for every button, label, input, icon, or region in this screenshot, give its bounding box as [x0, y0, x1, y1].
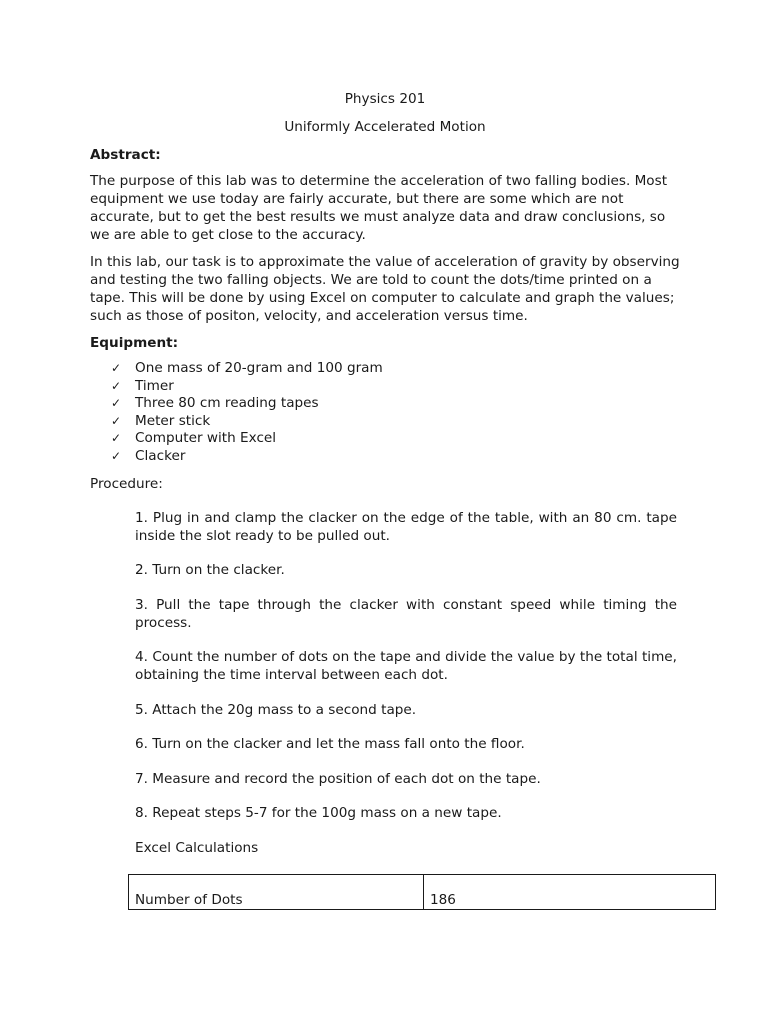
equipment-item-label: Clacker — [135, 447, 186, 464]
excel-calculations-label: Excel Calculations — [135, 839, 259, 856]
procedure-heading: Procedure: — [90, 475, 163, 492]
procedure-steps — [135, 509, 677, 857]
table-cell-value: 186 — [424, 874, 716, 909]
equipment-item-label: One mass of 20-gram and 100 gram — [135, 360, 383, 376]
procedure-step: 7. Measure and record the position of each dot on the tape. — [135, 770, 541, 787]
equipment-item-label: Three 80 cm reading tapes — [135, 395, 319, 412]
table-row — [129, 874, 716, 909]
abstract-heading: Abstract: — [90, 147, 161, 163]
abstract-paragraph-1: The purpose of this lab was to determine the acceleration of two falling bodies. Most equipment we use today are fairly accurate, but there are some which are not accurate, but to get the best results we must analyze data and draw conclusions, so we are able to get close to the accuracy. — [90, 173, 668, 243]
checkmark-icon: ✓ — [111, 413, 122, 428]
table-cell-label: Number of Dots — [129, 874, 424, 909]
procedure-step: 2. Turn on the clacker. — [135, 562, 285, 579]
list-item — [90, 413, 680, 431]
procedure-step: 4. Count the number of dots on the tape and divide the value by the total time, obtaining the time interval between each dot. — [135, 649, 677, 684]
procedure-step: 6. Turn on the clacker and let the mass fall onto the floor. — [135, 736, 525, 753]
course-title: Physics 201 — [344, 91, 426, 107]
list-item — [90, 448, 680, 466]
lab-title: Uniformly Accelerated Motion — [284, 119, 486, 135]
checkmark-icon: ✓ — [111, 378, 122, 393]
equipment-item-label: Meter stick — [135, 412, 211, 429]
document-page — [90, 90, 680, 910]
procedure-step: 3. Pull the tape through the clacker with constant speed while timing the process. — [135, 596, 677, 631]
equipment-item-label: Timer — [135, 377, 174, 394]
list-item — [90, 378, 680, 396]
list-item — [90, 360, 680, 378]
equipment-heading: Equipment: — [90, 335, 179, 351]
checkmark-icon: ✓ — [111, 448, 122, 463]
checkmark-icon: ✓ — [111, 361, 122, 375]
procedure-step: 8. Repeat steps 5-7 for the 100g mass on a new tape. — [135, 805, 502, 822]
procedure-step: 5. Attach the 20g mass to a second tape. — [135, 701, 417, 718]
checkmark-icon: ✓ — [111, 396, 122, 411]
excel-calculations-table — [128, 874, 716, 910]
checkmark-icon: ✓ — [111, 431, 122, 446]
procedure-step: 1. Plug in and clamp the clacker on the edge of the table, with an 80 cm. tape inside the slot ready to be pulled out. — [135, 509, 677, 544]
list-item — [90, 430, 680, 448]
abstract-paragraph-2: In this lab, our task is to approximate the value of acceleration of gravity by observing and testing the two falling objects. We are told to count the dots/time printed on a tape. This will be done by using Excel on computer to calculate and graph the values; such as those of positon, velocity, and acceleration versus time. — [90, 254, 680, 324]
equipment-list — [90, 360, 680, 466]
equipment-item-label: Computer with Excel — [135, 430, 277, 447]
list-item — [90, 395, 680, 413]
